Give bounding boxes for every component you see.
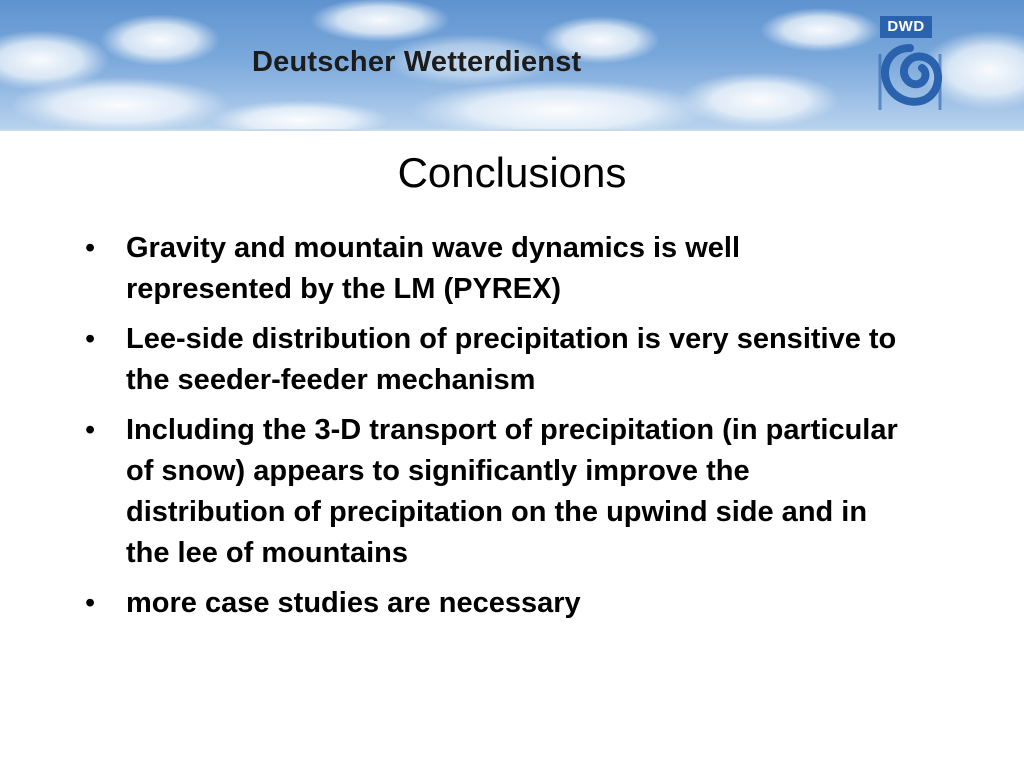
header-banner — [0, 0, 1024, 131]
bullet-glyph: • — [85, 323, 96, 355]
bullet-item — [83, 228, 903, 310]
bullet-list — [83, 228, 903, 633]
brand-name: Deutscher Wetterdienst — [252, 46, 582, 78]
bullet-text: Including the 3-D transport of precipitation (in particular of snow) appears to significantly improve the distribution of precipitation on the upwind side and in the lee of mountains — [126, 414, 898, 569]
bullet-text: more case studies are necessary — [126, 587, 581, 619]
bullet-item — [83, 319, 903, 401]
dwd-logo — [874, 14, 946, 114]
banner-divider — [0, 129, 1024, 131]
bullet-item — [83, 583, 903, 624]
bullet-item — [83, 410, 903, 574]
logo-text: DWD — [887, 18, 925, 35]
slide-title: Conclusions — [397, 149, 627, 196]
bullet-text: Gravity and mountain wave dynamics is well represented by the LM (PYREX) — [126, 232, 741, 305]
bullet-glyph: • — [85, 232, 96, 264]
bullet-text: Lee-side distribution of precipitation is very sensitive to the seeder-feeder mechanism — [126, 323, 897, 396]
bullet-glyph: • — [85, 587, 96, 619]
bullet-glyph: • — [85, 414, 96, 446]
